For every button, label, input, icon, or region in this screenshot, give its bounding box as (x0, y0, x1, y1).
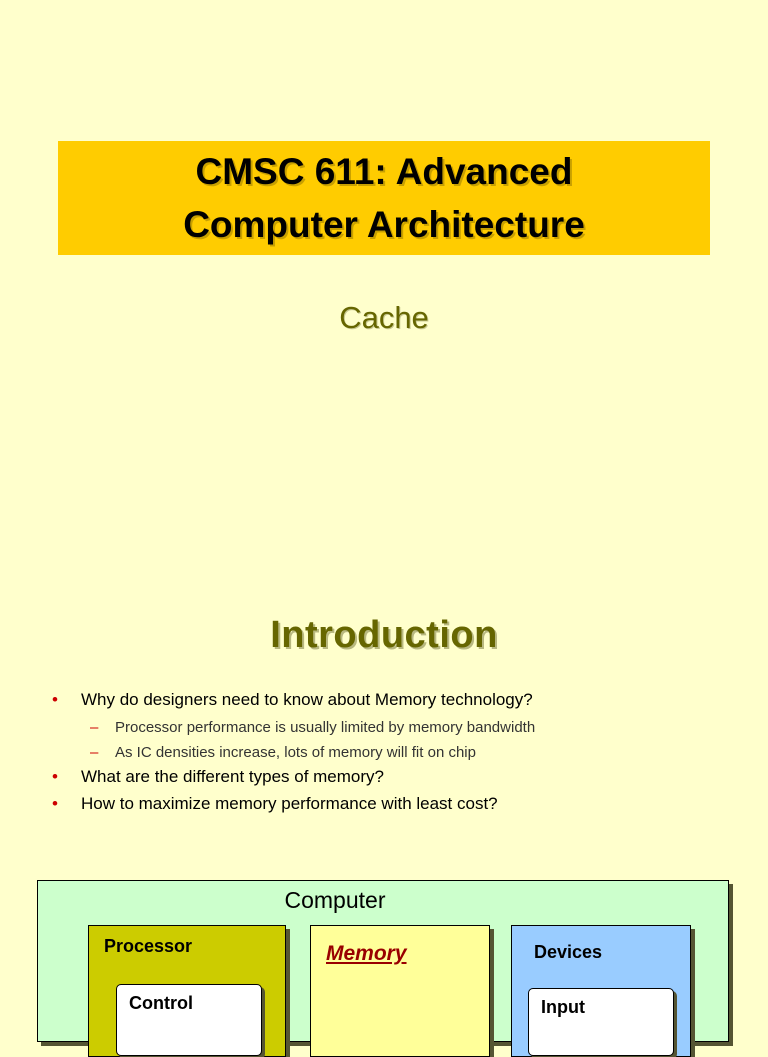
processor-box (88, 925, 286, 1057)
bullet-list (50, 688, 750, 819)
title-line-1: CMSC 611: Advanced (195, 151, 573, 192)
input-label: Input (541, 997, 585, 1017)
devices-box (511, 925, 691, 1057)
sub-bullet-text: As IC densities increase, lots of memory will fit on chip (115, 744, 476, 761)
dash-icon: – (90, 719, 99, 736)
control-box (116, 984, 262, 1056)
computer-label: Computer (284, 887, 386, 913)
computer-diagram (37, 880, 729, 1042)
processor-label: Processor (104, 936, 193, 956)
memory-label: Memory (326, 942, 407, 965)
bullet-icon: • (52, 794, 58, 813)
control-label: Control (129, 993, 193, 1013)
bullet-icon: • (52, 767, 58, 786)
bullet-icon: • (52, 690, 58, 709)
sub-bullet-item (50, 740, 750, 765)
subtitle: Cache (339, 300, 429, 335)
bullet-item (50, 792, 750, 819)
sub-bullet-item (50, 715, 750, 740)
bullet-item (50, 765, 750, 792)
bullet-text: How to maximize memory performance with least cost? (81, 794, 498, 813)
memory-box (310, 925, 490, 1057)
bullet-item (50, 688, 750, 715)
input-box (528, 988, 674, 1056)
title-line-2: Computer Architecture (183, 204, 585, 245)
sub-bullet-text: Processor performance is usually limited by memory bandwidth (115, 719, 536, 736)
bullet-text: What are the different types of memory? (81, 767, 384, 786)
bullet-text: Why do designers need to know about Memory technology? (81, 690, 533, 709)
dash-icon: – (90, 744, 99, 761)
intro-heading: Introduction (270, 614, 498, 656)
devices-label: Devices (534, 942, 603, 962)
title-banner (58, 141, 710, 255)
